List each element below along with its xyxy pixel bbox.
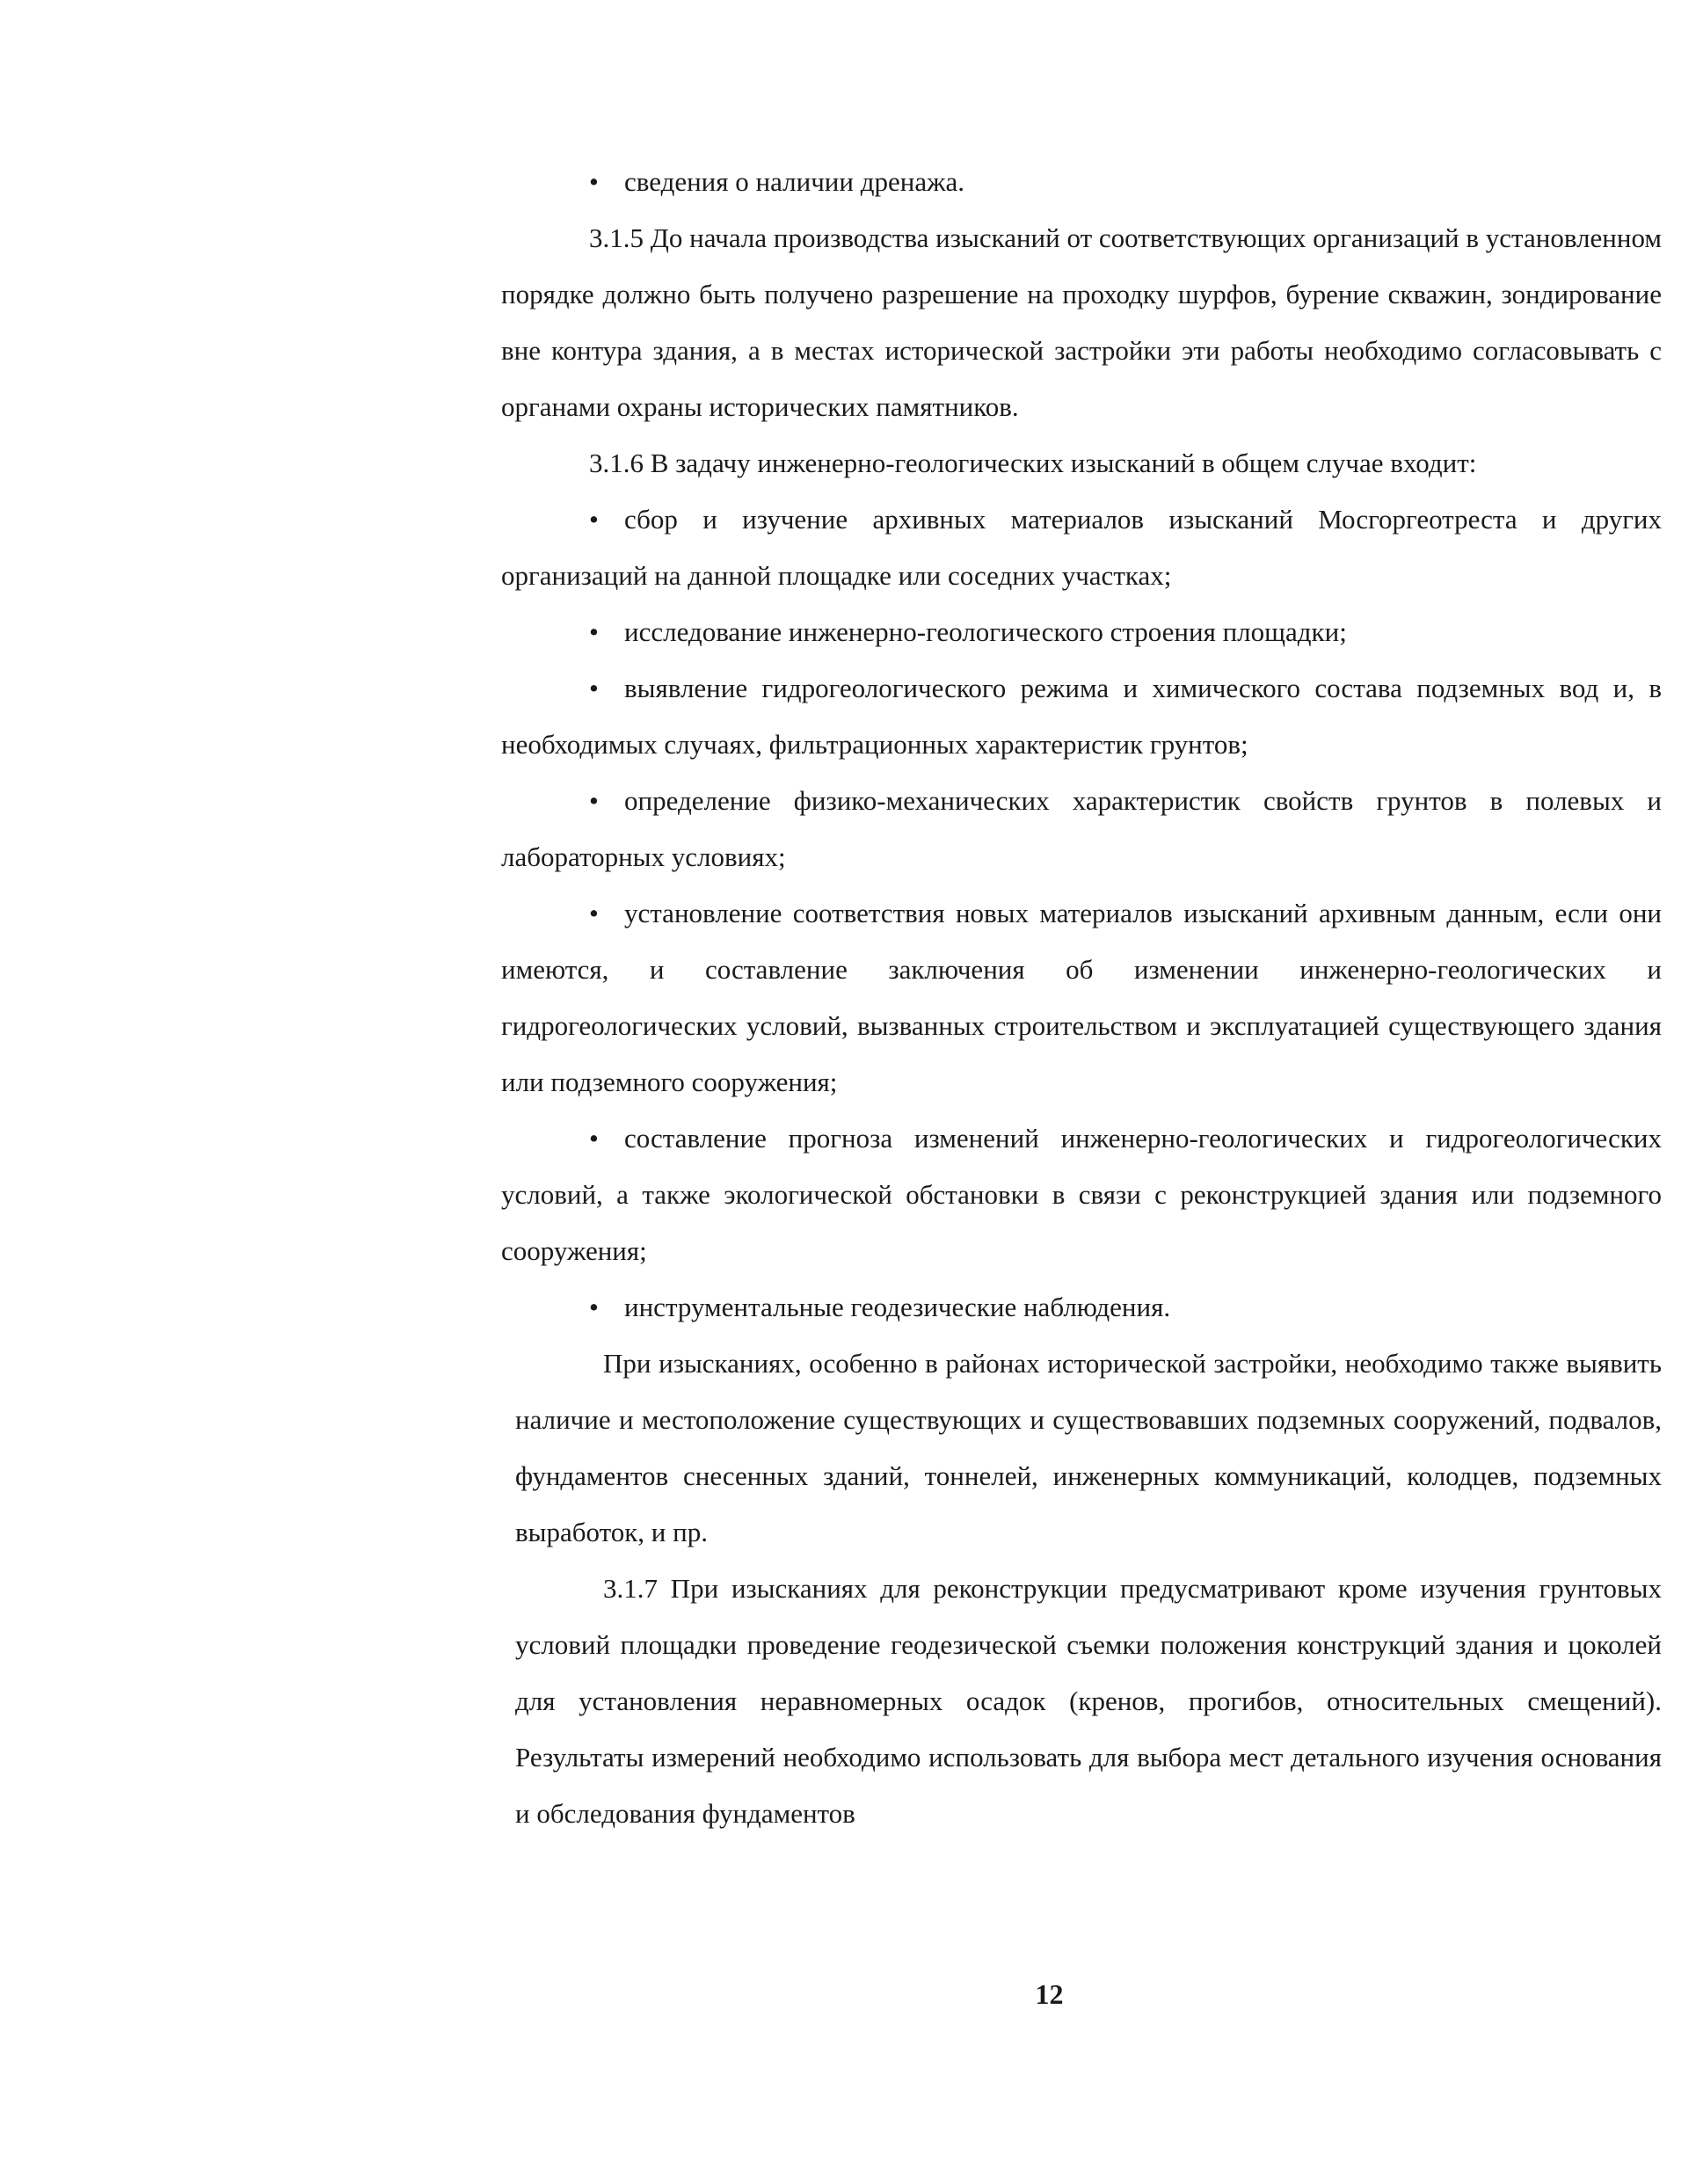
- bullet-text: определение физико-механических характеристик свойств грунтов в полевых и лабораторных условиях;: [501, 785, 1662, 872]
- paragraph-3-1-5: 3.1.5 До начала производства изысканий от соответствующих организаций в установленном порядке должно быть получено разрешение на проходку шурфов, бурение скважин, зондирование вне контура здания, а в местах исторической застройки эти работы необходимо согласовывать с органами охраны исторических памятников.: [501, 222, 1662, 422]
- bullet-text: выявление гидрогеологического режима и химического состава подземных вод и, в необходимых случаях, фильтрационных характеристик грунтов;: [501, 673, 1662, 760]
- bullet-text: инструментальные геодезические наблюдения.: [624, 1292, 1171, 1322]
- bullet-item: [501, 154, 1662, 210]
- paragraph-investigations: При изысканиях, особенно в районах исторической застройки, необходимо также выявить наличие и местоположение существующих и существовавших подземных сооружений, подвалов, фундаментов снесенных зданий, тоннелей, инженерных коммуникаций, колодцев, подземных выработок, и пр.: [515, 1348, 1662, 1547]
- bullet-item: [501, 660, 1662, 773]
- bullet-item: [501, 885, 1662, 1110]
- bullet-item: [501, 604, 1662, 660]
- bullet-dot: •: [589, 1123, 599, 1154]
- bullet-dot: •: [589, 673, 599, 703]
- bullet-text: исследование инженерно-геологического строения площадки;: [624, 616, 1347, 647]
- bullet-item: [501, 1279, 1662, 1336]
- paragraph-3-1-6: 3.1.6 В задачу инженерно-геологических изысканий в общем случае входит:: [589, 448, 1477, 478]
- document-body: [501, 154, 1662, 1842]
- bullet-dot: •: [589, 785, 599, 816]
- bullet-text: сведения о наличии дренажа.: [624, 166, 965, 197]
- bullet-dot: •: [589, 616, 599, 647]
- bullet-text: составление прогноза изменений инженерно-геологических и гидрогеологических условий, а также экологической обстановки в связи с реконструкцией здания или подземного сооружения;: [501, 1123, 1662, 1266]
- bullet-text: установление соответствия новых материалов изысканий архивным данным, если они имеются, и составление заключения об изменении инженерно-геологических и гидрогеологических условий, вызванных строительством и эксплуатацией существующего здания или подземного сооружения;: [501, 898, 1662, 1097]
- page-number: 12: [1035, 1978, 1064, 2010]
- bullet-dot: •: [589, 504, 599, 535]
- paragraph-3-1-7: 3.1.7 При изысканиях для реконструкции предусматривают кроме изучения грунтовых условий площадки проведение геодезической съемки положения конструкций здания и цоколей для установления неравномерных осадок (кренов, прогибов, относительных смещений). Результаты измерений необходимо использовать для выбора мест детального изучения основания и обследования фундаментов: [515, 1573, 1662, 1829]
- bullet-text: сбор и изучение архивных материалов изысканий Мосгоргеотреста и других организаций на данной площадке или соседних участках;: [501, 504, 1662, 591]
- bullet-dot: •: [589, 166, 599, 197]
- bullet-item: [501, 773, 1662, 885]
- bullet-item: [501, 1110, 1662, 1279]
- bullet-dot: •: [589, 898, 599, 928]
- bullet-dot: •: [589, 1292, 599, 1322]
- bullet-item: [501, 491, 1662, 604]
